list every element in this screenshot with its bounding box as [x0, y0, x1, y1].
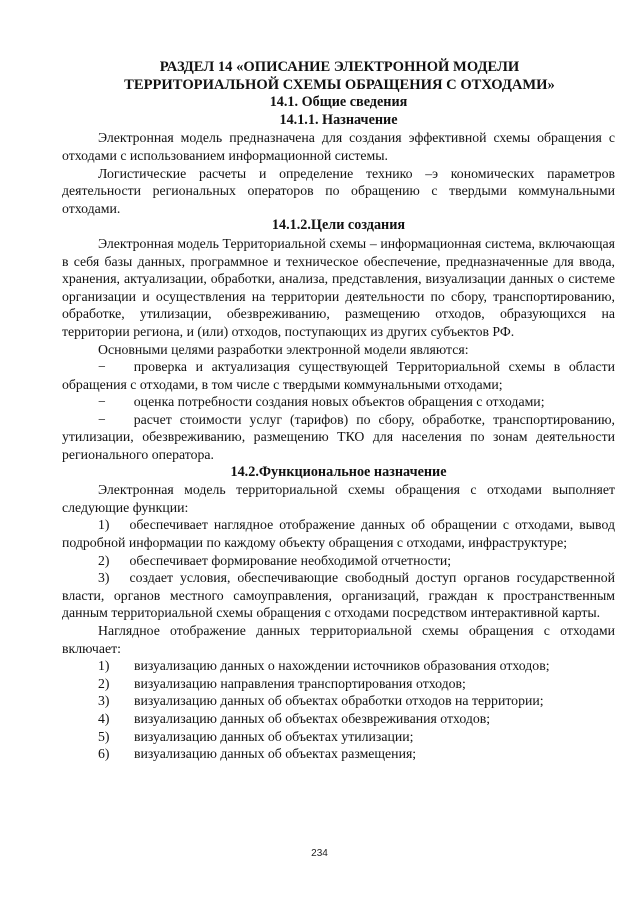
page-content — [62, 59, 615, 763]
item-number: 6) — [98, 746, 110, 762]
visual-item: 1) визуализацию данных о нахождении источников образования отходов; — [62, 657, 615, 675]
paragraph-functions-intro: Электронная модель территориальной схемы обращения с отходами выполняет следующие функции: — [62, 482, 615, 515]
paragraph-purpose: Электронная модель предназначена для создания эффективной схемы обращения с отходами с использованием информационной системы. — [62, 130, 615, 163]
function-item: 2) обеспечивает формирование необходимой отчетности; — [98, 552, 452, 568]
visual-item: 2) визуализацию направления транспортирования отходов; — [62, 675, 615, 693]
heading-14-2: 14.2.Функциональное назначение — [230, 463, 447, 480]
paragraph-goals-intro: Основными целями разработки электронной модели являются: — [98, 341, 469, 357]
item-number: 3) — [98, 570, 110, 586]
section-title-line-1: РАЗДЕЛ 14 «ОПИСАНИЕ ЭЛЕКТРОННОЙ МОДЕЛИ — [159, 59, 520, 75]
visual-item: 6) визуализацию данных об объектах размещения; — [62, 745, 615, 763]
section-title-line-2: ТЕРРИТОРИАЛЬНОЙ СХЕМЫ ОБРАЩЕНИЯ С ОТХОДАМИ» — [124, 76, 555, 93]
item-number: 1) — [98, 517, 110, 533]
paragraph-logistics: Логистические расчеты и определение технико –э кономических параметров деятельности региональных операторов по обращению с твердыми коммунальными отходами. — [62, 165, 615, 216]
dash-marker: − — [98, 359, 106, 375]
goal-item: − оценка потребности создания новых объектов обращения с отходами; — [98, 394, 545, 410]
visual-item: 4) визуализацию данных об объектах обезвреживания отходов; — [62, 710, 615, 728]
goal-item: − расчет стоимости услуг (тарифов) по сбору, обработке, транспортированию, утилизации, обезвреживанию, размещению ТКО для населения по зонам деятельности регионального оператора. — [62, 411, 615, 463]
item-number: 1) — [98, 658, 110, 674]
paragraph-model-definition: Электронная модель Территориальной схемы – информационная система, включающая в себя базы данных, программное и техническое обеспечение, предназначенные для ввода, хранения, актуализации, обработки, анализа, представления, визуализации данных о системе организации и осуществления на территории деятельности по сбору, транспортированию, обработке, утилизации, обезвреживанию, размещению отходов, образующихся на территории региона, и (или) отходов, поступающих из других субъектов РФ. — [62, 235, 615, 339]
visual-item: 5) визуализацию данных об объектах утилизации; — [62, 728, 615, 746]
dash-marker: − — [98, 394, 106, 410]
visual-item: 3) визуализацию данных об объектах обработки отходов на территории; — [62, 692, 615, 710]
heading-14-1-1: 14.1.1. Назначение — [279, 111, 398, 128]
dash-marker: − — [98, 411, 106, 427]
item-number: 3) — [98, 693, 110, 709]
heading-14-1-2: 14.1.2.Цели создания — [271, 217, 406, 234]
item-number: 2) — [98, 675, 110, 691]
section-title — [64, 59, 615, 94]
page-number: 234 — [311, 848, 328, 859]
item-number: 2) — [98, 552, 110, 568]
item-number: 5) — [98, 728, 110, 744]
function-item: 1) обеспечивает наглядное отображение данных об обращении с отходами, вывод подробной информации по каждому объекту обращения с отходами, инфраструктуре; — [62, 517, 615, 551]
paragraph-visual-intro: Наглядное отображение данных территориальной схемы обращения с отходами включает: — [62, 623, 615, 656]
heading-14-1: 14.1. Общие сведения — [269, 94, 408, 111]
goal-item: − проверка и актуализация существующей Территориальной схемы в области обращения с отходами, в том числе с твердыми коммунальными отходами; — [62, 359, 615, 392]
function-item: 3) создает условия, обеспечивающие свободный доступ органов государственной власти, органов местного самоуправления, организаций, граждан к пространственным данным территориальной схемы обращения с отходами посредством интерактивной карты. — [62, 570, 615, 621]
item-number: 4) — [98, 710, 110, 726]
